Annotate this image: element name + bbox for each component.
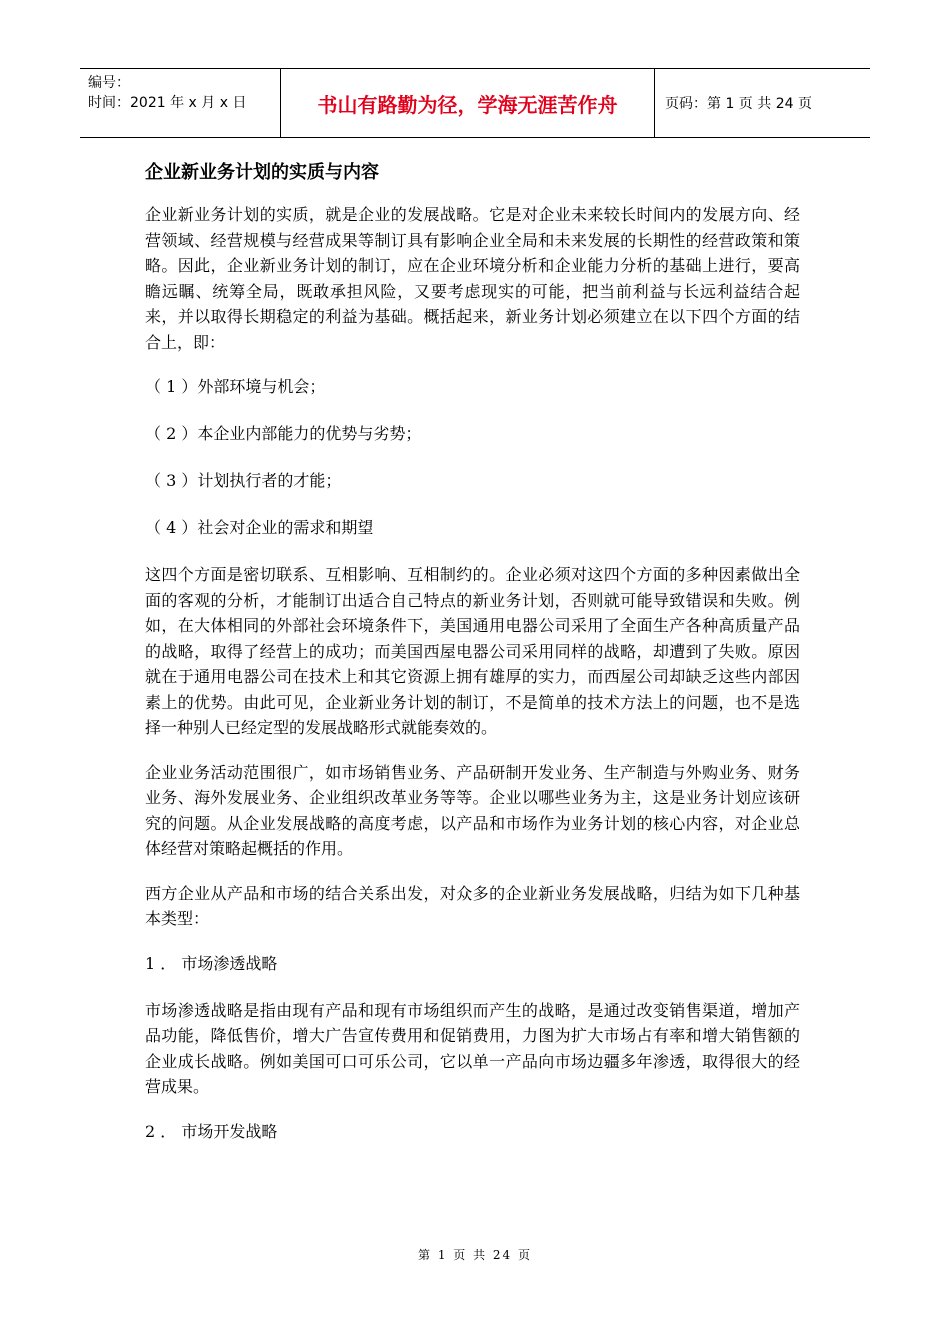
section-heading: 1 ． 市场渗透战略 [145,953,278,973]
list-item: （ 4 ）社会对企业的需求和期望 [145,518,374,537]
date-label: 时间：2021 年 x 月 x 日 [88,95,247,111]
document-body [145,150,800,1166]
list-item: （ 3 ）计划执行者的才能； [145,471,342,490]
page-header [80,68,870,138]
section-heading: 2 ． 市场开发战略 [145,1121,278,1141]
page-footer: 第 1 页 共 24 页 [418,1248,532,1262]
paragraph: 市场渗透战略是指由现有产品和现有市场组织而产生的战略，是通过改变销售渠道，增加产品功能，降低售价，增大广告宣传费用和促销费用，力图为扩大市场占有率和增大销售额的企业成长战略。例如美国可口可乐公司，它以单一产品向市场边疆多年渗透，取得很大的经营成果。 [145,1000,800,1096]
paragraph: 企业业务活动范围很广，如市场销售业务、产品研制开发业务、生产制造与外购业务、财务业务、海外发展业务、企业组织改革业务等等。企业以哪些业务为主，这是业务计划应该研究的问题。从企业发展战略的高度考虑，以产品和市场作为业务计划的核心内容，对企业总体经营对策略起概括的作用。 [145,762,800,858]
header-page-label: 页码：第 1 页 共 24 页 [665,96,812,112]
number-label: 编号： [88,75,130,91]
paragraph: 企业新业务计划的实质，就是企业的发展战略。它是对企业未来较长时间内的发展方向、经营领域、经营规模与经营成果等制订具有影响企业全局和未来发展的长期性的经营政策和策略。因此，企业新业务计划的制订，应在企业环境分析和企业能力分析的基础上进行，要高瞻远瞩、统筹全局，既敢承担风险，又要考虑现实的可能，把当前利益与长远利益结合起来，并以取得长期稳定的利益为基础。概括起来，新业务计划必须建立在以下四个方面的结合上，即： [145,205,800,352]
list-item: （ 1 ）外部环境与机会； [145,377,326,396]
header-left [80,69,280,137]
paragraph: 西方企业从产品和市场的结合关系出发，对众多的企业新业务发展战略，归结为如下几种基本类型： [145,883,800,928]
paragraph: 这四个方面是密切联系、互相影响、互相制约的。企业必须对这四个方面的多种因素做出全面的客观的分析，才能制订出适合自己特点的新业务计划，否则就可能导致错误和失败。例如，在大体相同的外部社会环境条件下，美国通用电器公司采用了全面生产各种高质量产品的战略，取得了经营上的成功；而美国西屋电器公司采用同样的战略，却遭到了失败。原因就在于通用电器公司在技术上和其它资源上拥有雄厚的实力，而西屋公司却缺乏这些内部因素上的优势。由此可见，企业新业务计划的制订，不是简单的技术方法上的问题，也不是选择一种别人已经定型的发展战略形式就能奏效的。 [145,565,800,737]
header-motto: 书山有路勤为径，学海无涯苦作舟 [280,69,655,137]
list-item: （ 2 ）本企业内部能力的优势与劣势； [145,424,422,443]
document-title: 企业新业务计划的实质与内容 [145,162,379,183]
